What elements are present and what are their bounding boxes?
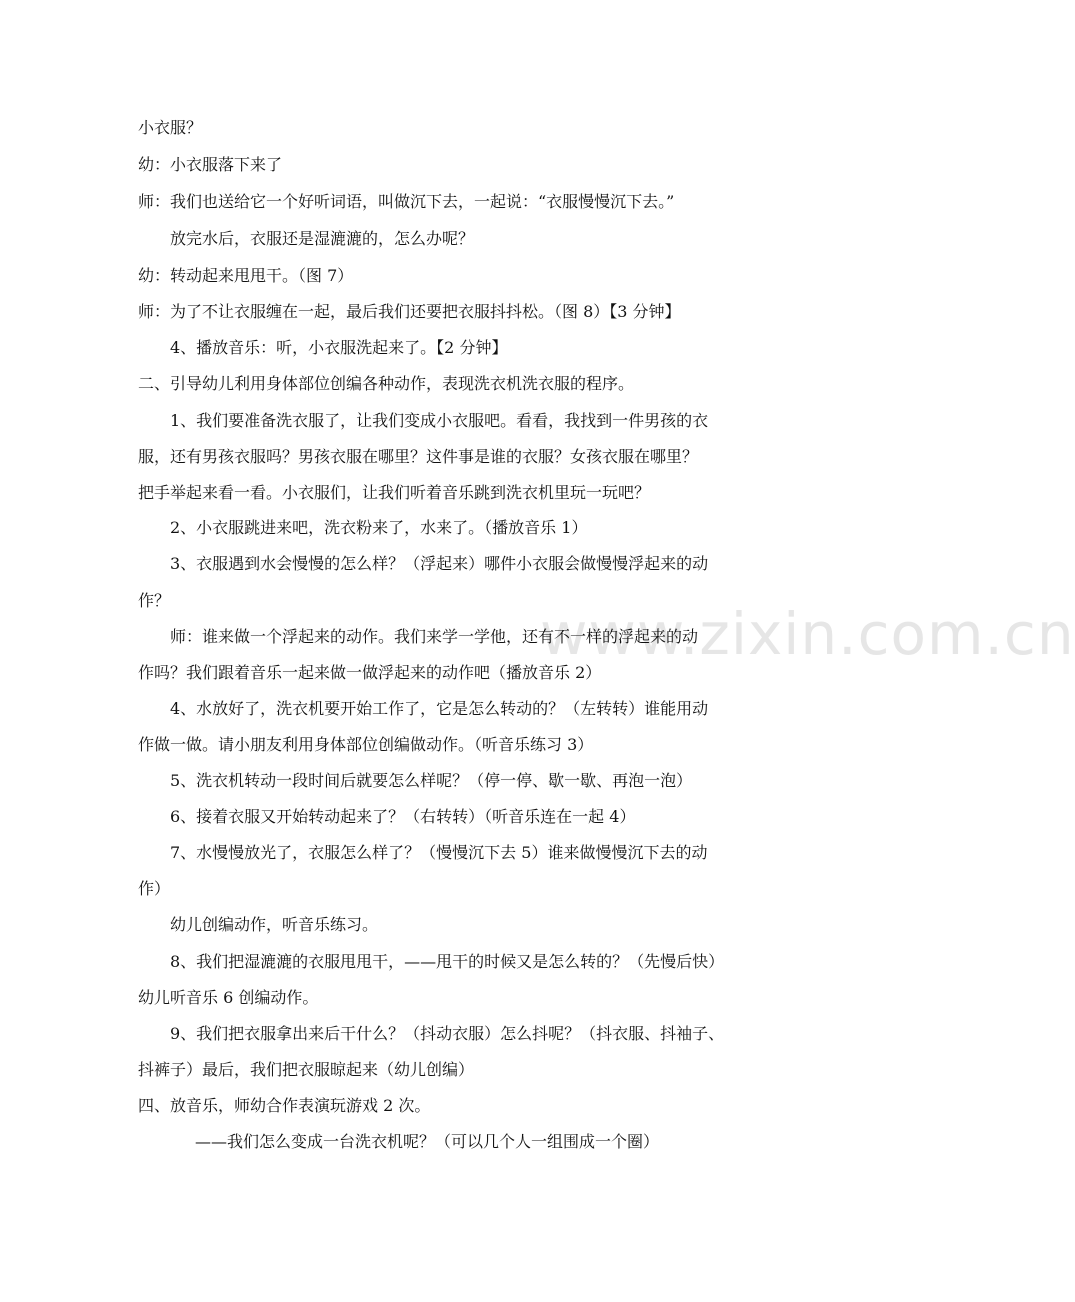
text-line: 幼儿听音乐 6 创编动作。	[138, 988, 319, 1007]
text-line: 小衣服？	[138, 118, 203, 137]
text-line: ——我们怎么变成一台洗衣机呢？（可以几个人一组围成一个圈）	[195, 1132, 660, 1151]
text-line: 作？	[138, 591, 171, 610]
text-line: 师：为了不让衣服缠在一起，最后我们还要把衣服抖抖松。（图 8）【3 分钟】	[138, 302, 681, 321]
text-line: 幼儿创编动作，听音乐练习。	[170, 915, 379, 934]
text-line: 4、水放好了，洗衣机要开始工作了，它是怎么转动的？（左转转）谁能用动	[170, 699, 709, 718]
text-line: 作做一做。请小朋友利用身体部位创编做动作。（听音乐练习 3）	[138, 735, 594, 754]
text-line: 3、衣服遇到水会慢慢的怎么样？（浮起来）哪件小衣服会做慢慢浮起来的动	[170, 554, 709, 573]
text-line: 作吗？我们跟着音乐一起来做一做浮起来的动作吧（播放音乐 2）	[138, 663, 602, 682]
text-line: 二、引导幼儿利用身体部位创编各种动作，表现洗衣机洗衣服的程序。	[138, 374, 635, 393]
text-line: 放完水后，衣服还是湿漉漉的，怎么办呢？	[170, 229, 475, 248]
text-line: 抖裤子）最后，我们把衣服晾起来（幼儿创编）	[138, 1060, 475, 1079]
text-line: 2、小衣服跳进来吧，洗衣粉来了，水来了。（播放音乐 1）	[170, 518, 588, 537]
text-line: 8、我们把湿漉漉的衣服甩甩干，——甩干的时候又是怎么转的？（先慢后快）	[170, 952, 725, 971]
text-line: 服，还有男孩衣服吗？男孩衣服在哪里？这件事是谁的衣服？女孩衣服在哪里？	[138, 447, 699, 466]
text-line: 6、接着衣服又开始转动起来了？（右转转）（听音乐连在一起 4）	[170, 807, 636, 826]
text-line: 5、洗衣机转动一段时间后就要怎么样呢？（停一停、歇一歇、再泡一泡）	[170, 771, 693, 790]
text-line: 幼：小衣服落下来了	[138, 155, 283, 174]
watermark: www.zixin.com.cn	[540, 600, 1075, 668]
text-line: 4、播放音乐：听，小衣服洗起来了。【2 分钟】	[170, 338, 508, 357]
text-line: 师：我们也送给它一个好听词语，叫做沉下去，一起说：“衣服慢慢沉下去。”	[138, 192, 675, 211]
text-line: 9、我们把衣服拿出来后干什么？（抖动衣服）怎么抖呢？（抖衣服、抖袖子、	[170, 1024, 725, 1043]
text-line: 幼：转动起来甩甩干。（图 7）	[138, 266, 354, 285]
text-line: 作）	[138, 879, 171, 898]
text-line: 把手举起来看一看。小衣服们，让我们听着音乐跳到洗衣机里玩一玩吧？	[138, 483, 651, 502]
text-line: 7、水慢慢放光了，衣服怎么样了？（慢慢沉下去 5）谁来做慢慢沉下去的动	[170, 843, 708, 862]
text-line: 1、我们要准备洗衣服了，让我们变成小衣服吧。看看，我找到一件男孩的衣	[170, 411, 709, 430]
text-line: 师：谁来做一个浮起来的动作。我们来学一学他，还有不一样的浮起来的动	[170, 627, 699, 646]
text-line: 四、放音乐，师幼合作表演玩游戏 2 次。	[138, 1096, 431, 1115]
